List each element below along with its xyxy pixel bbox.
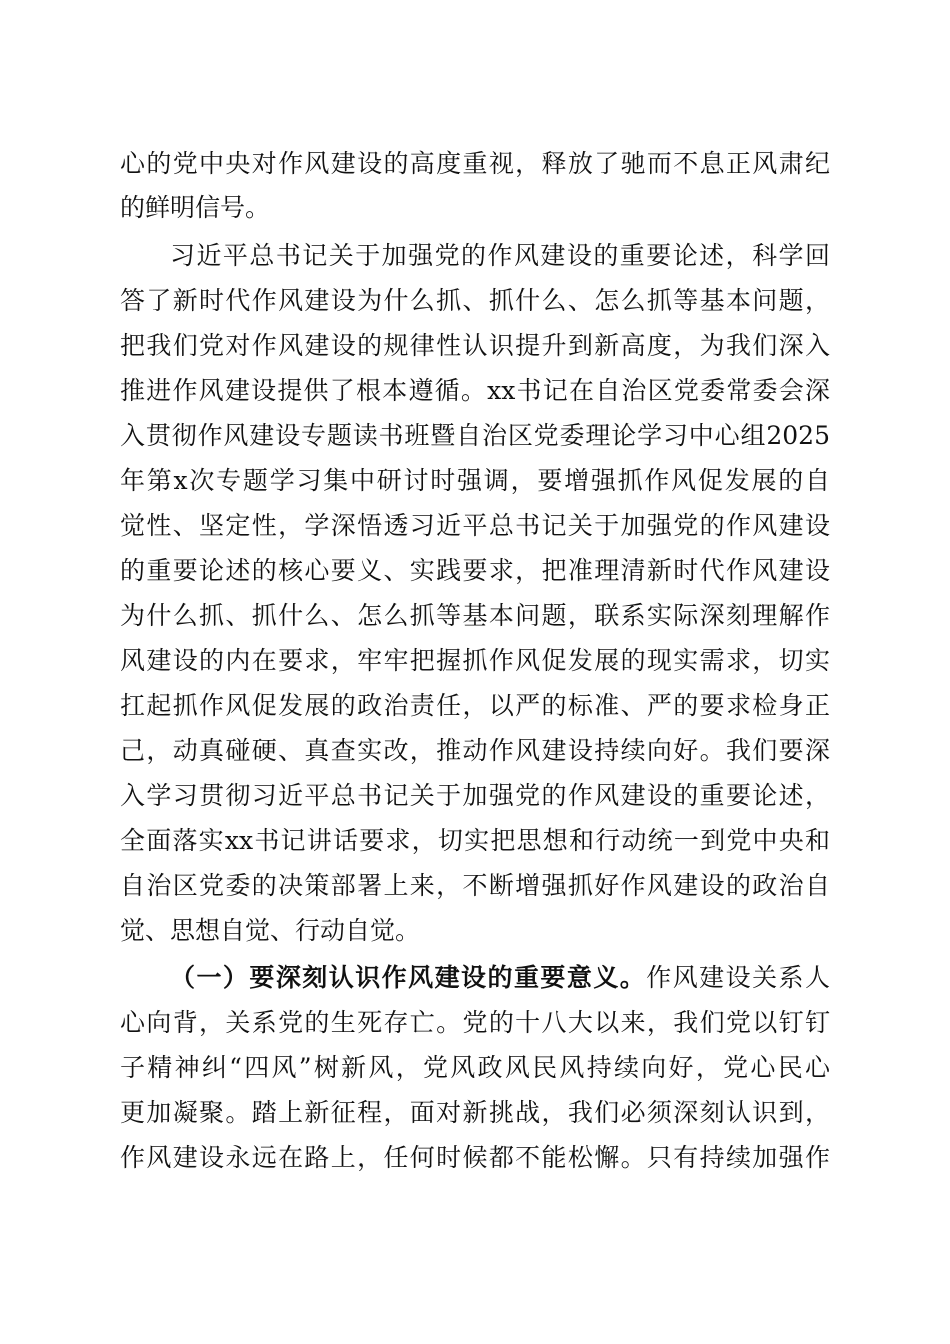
paragraph-line: 入贯彻作风建设专题读书班暨自治区党委理论学习中心组2025 xyxy=(120,421,830,450)
paragraph-line: 为什么抓、抓什么、怎么抓等基本问题，联系实际深刻理解作 xyxy=(120,601,830,630)
paragraph-line: 推进作风建设提供了根本遵循。xx书记在自治区党委常委会深 xyxy=(120,376,830,405)
paragraph-line: 心向背，关系党的生死存亡。党的十八大以来，我们党以钉钉 xyxy=(120,1008,830,1037)
paragraph-line: 己，动真碰硬、真查实改，推动作风建设持续向好。我们要深 xyxy=(120,736,830,765)
paragraph-line: 心的党中央对作风建设的高度重视，释放了驰而不息正风肃纪 xyxy=(120,149,830,178)
section-heading-line xyxy=(170,958,830,998)
paragraph-line: 觉性、坚定性，学深悟透习近平总书记关于加强党的作风建设 xyxy=(120,511,830,540)
section-heading: （一）要深刻认识作风建设的重要意义。 xyxy=(170,963,647,992)
paragraph-line: 自治区党委的决策部署上来，不断增强抓好作风建设的政治自 xyxy=(120,871,830,900)
paragraph-line: 的重要论述的核心要义、实践要求，把准理清新时代作风建设 xyxy=(120,556,830,585)
paragraph-line: 年第x次专题学习集中研讨时强调，要增强抓作风促发展的自 xyxy=(120,466,830,495)
paragraph-line: 的鲜明信号。 xyxy=(120,193,271,222)
paragraph-line: 入学习贯彻习近平总书记关于加强党的作风建设的重要论述， xyxy=(120,781,830,810)
paragraph-line: 把我们党对作风建设的规律性认识提升到新高度，为我们深入 xyxy=(120,331,830,360)
paragraph-line: 扛起抓作风促发展的政治责任，以严的标准、严的要求检身正 xyxy=(120,691,830,720)
paragraph-line: 子精神纠“四风”树新风，党风政风民风持续向好，党心民心 xyxy=(120,1053,830,1082)
paragraph-line: 作风建设永远在路上，任何时候都不能松懈。只有持续加强作 xyxy=(120,1143,830,1172)
paragraph-line: 答了新时代作风建设为什么抓、抓什么、怎么抓等基本问题， xyxy=(120,286,830,315)
paragraph-line: 更加凝聚。踏上新征程，面对新挑战，我们必须深刻认识到， xyxy=(120,1098,830,1127)
paragraph-line: 全面落实xx书记讲话要求，切实把思想和行动统一到党中央和 xyxy=(120,826,830,855)
paragraph-line: 习近平总书记关于加强党的作风建设的重要论述，科学回 xyxy=(170,241,830,270)
paragraph-line: 觉、思想自觉、行动自觉。 xyxy=(120,916,421,945)
paragraph-line: 风建设的内在要求，牢牢把握抓作风促发展的现实需求，切实 xyxy=(120,646,830,675)
section-heading-rest: 作风建设关系人 xyxy=(646,963,830,992)
